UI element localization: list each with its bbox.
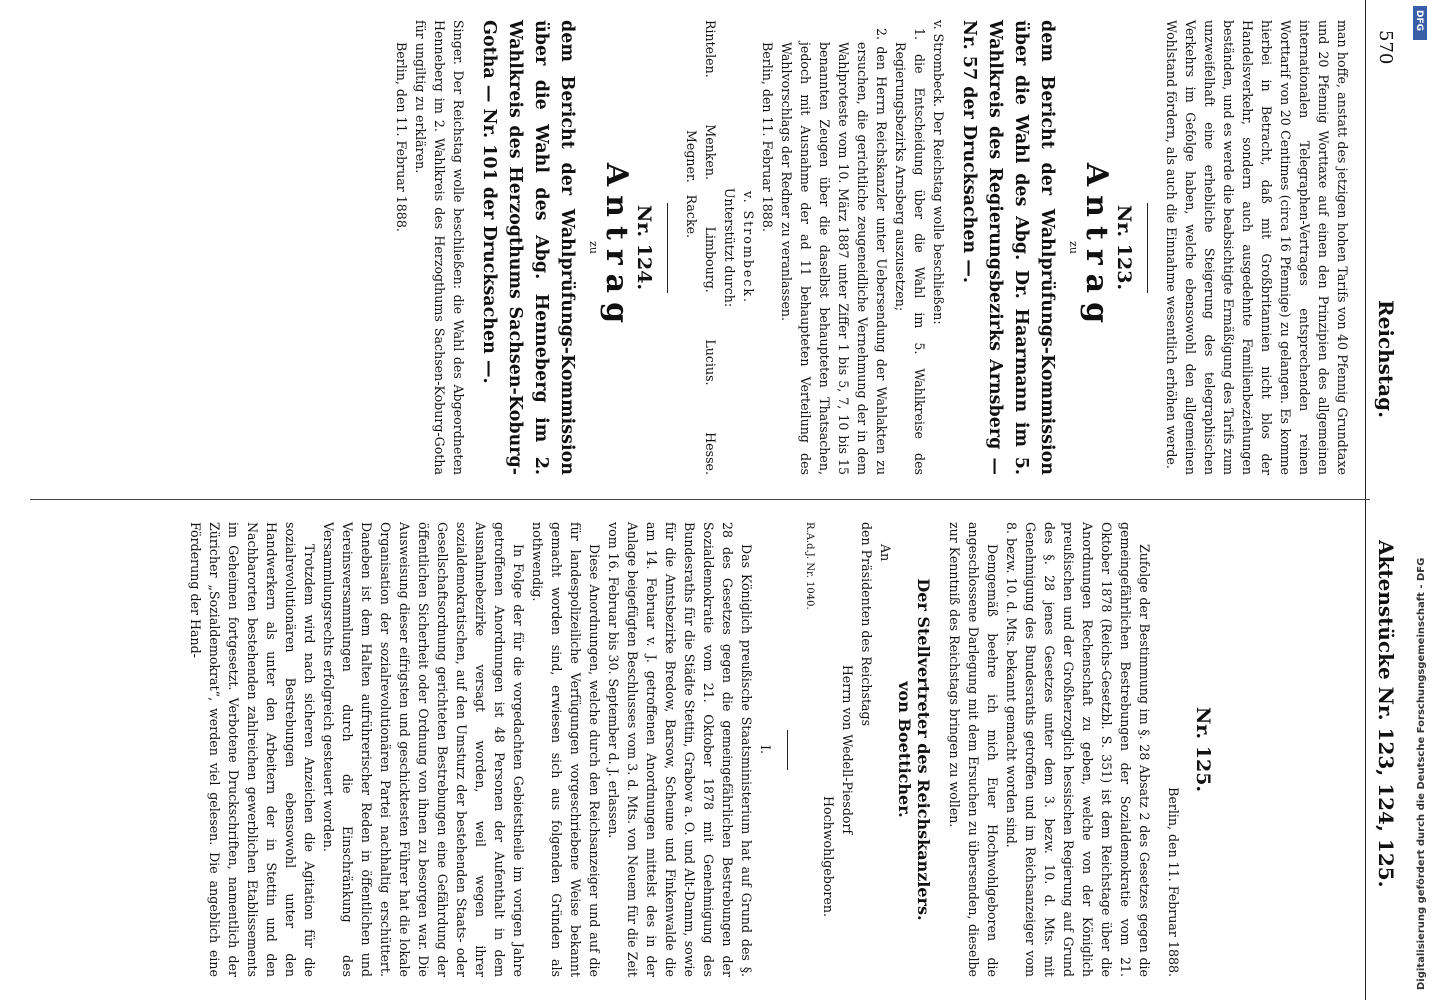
address-line: den Präsidenten des Reichstags — [859, 522, 874, 727]
body-paragraph: Das Königlich preußische Staatsministerium hat auf Grund des §. 28 des Gesetzes gegen die gemeingefährlichen Bestrebungen der Sozialdemokratie vom 21. Oktober 1878 mit Genehmigung des Bundesraths für die Städte Stettin, Grabow a. O. und Alt-Damm, sowie für die Amtsbezirke Bredow, Barsow, Scheune und Finkenwalde die am 14. Februar v. J. getroffenen Anordnungen mittelst des in der Anlage beigefügten Beschlusses vom 3. d. Mts. von Neuem für die Zeit vom 16. Februar bis 30. September d. J. erlassen. — [606, 522, 754, 977]
header-title-left: Reichstag. — [1374, 300, 1398, 419]
page-header — [1365, 0, 1410, 1000]
continued-paragraph: man hoffe, anstatt des jetzigen hohen Tarifs von 40 Pfennig Grundtaxe und 20 Pfennig Worttaxe auf einen den Prinzipien des allgemeinen internationalen Telegraphen-Vertrages entsprechenden reinen Worttarif von 20 Centimes (circa 16 Pfennige) zu gelangen. Es komme hierbei in Betracht, daß mit Großbritannien nicht blos der Handelsverkehr, sondern auch ausgedehnte Familienbeziehungen beständen, und es werde die beabsichtigte Ermäßigung des Tarifs zum unzweifelhaft eine erhebliche Steigerung des telegraphischen Verkehrs im Gefolge haben, welche ebensowohl den allgemeinen Wohlstand fördern, als auch die Einnahme wesentlich erhöhen werde. — [1164, 20, 1350, 475]
motion-title-124: dem Bericht der Wahlprüfungs-Kommission über die Wahl des Abg. Henneberg im 2. Wahlkreis des Herzogthums Sachsen-Koburg-Gotha — Nr. 101 der Drucksachen —. — [479, 20, 577, 475]
header-title-right: Aktenstücke Nr. 123, 124, 125. — [1374, 540, 1398, 888]
motion-intro-124: Singer. Der Reichstag wolle beschließen: die Wahl des Abgeordneten Henneberg im 2. Wahlkreis des Herzogthums Sachsen-Koburg-Gotha für ungiltig zu erklären. — [413, 20, 466, 475]
supporter-name: Menken. — [703, 124, 718, 181]
supporter-name: Limbourg. — [703, 226, 718, 293]
supporter-name: Lucius. — [703, 339, 718, 386]
document-number-123: Nr. 123. — [1113, 204, 1135, 291]
motion-intro-123: v. Strombeck. Der Reichstag wolle beschließen: — [931, 20, 946, 325]
signature-title: Der Stellvertreter des Reichskanzlers. — [914, 578, 933, 921]
antrag-heading-123: Antrag — [1079, 162, 1114, 333]
body-paragraph: Diese Anordnungen, welche durch den Reichsanzeiger und auf die für landespolizeiliche Verfügungen vorgeschriebene Weise bekannt gemacht worden sind, erwiesen sich aus folgenden Gründen als nothwendig. — [530, 522, 602, 977]
address-line: An — [878, 544, 893, 562]
digitization-credit: Digitalisierung gefördert durch die Deutsche Forschungsgemeinschaft - DFG — [1416, 557, 1427, 990]
reference-number: R.A.d.J. Nr. 1040. — [804, 522, 815, 610]
motion-date-123: Berlin, den 11. Februar 1888. — [760, 42, 775, 232]
supporter-name: Hesse. — [703, 432, 718, 475]
zu-label-123: zu — [1067, 241, 1080, 254]
section-rule — [667, 203, 668, 293]
motion-item-1: 1. die Entscheidung über die Wahl im 5. Wahlkreise des Regierungsbezirks Arnsberg auszusetzen; — [893, 28, 927, 475]
supporter-name: Racke. — [684, 194, 699, 239]
supporter-names-row-1 — [701, 20, 720, 475]
motion-date-124: Berlin, den 11. Februar 1888. — [394, 42, 409, 232]
letter-paragraph: Zufolge der Bestimmung im §. 28 Absatz 2 des Gesetzes gegen die gemeingefährlichen Bestrebungen der Sozialdemokratie vom 21. Oktober 1878 (Reichs-Gesetzbl. S. 351) ist dem Reichstage über die Anordnungen Rechenschaft zu geben, welche von der Königlich preußischen und der Großherzoglich hessischen Regierung auf Grund des §. 28 jenes Gesetzes unter dem 3. bezw. 10. d. Mts. mit Genehmigung des Bundesraths getroffen und im Reichsanzeiger vom 8. bezw. 10. d. Mts. bekannt gemacht worden sind. — [1004, 522, 1152, 977]
right-column — [186, 522, 1352, 977]
body-paragraph: Trotzdem wird nach sicheren Anzeichen die Agitation für die sozialrevolutionären Bestrebungen ebensowohl unter den Handwerkern als unter den Arbeitern der in Stettin und den Nachbarorten bestehenden zahlreichen gewerblichen Etablissements im Geheimen fortgesetzt. Verbotene Druckschriften, namentlich der Züricher „Sozialdemokrat“, werden viel gelesen. Die angeblich eine Förderung der Hand- — [188, 522, 317, 977]
zu-label-124: zu — [587, 241, 600, 254]
motion-item-2: 2. den Herrn Reichskanzler unter Uebersendung der Wahlakten zu ersuchen, die gerichtliche zeugeneidliche Vernehmung der in dem Wahlproteste vom 10. März 1887 unter Ziffer 1 bis 5, 7, 10 bis 15 benannten Zeugen über die daselbst behaupteten Thatsachen, jedoch mit Ausnahme der ad 11 behaupteten Verteilung des Wahlvorschlags der Redner zu veranlassen. — [779, 28, 889, 475]
address-line: Hochwohlgeboren. — [821, 796, 836, 917]
section-rule — [1147, 203, 1148, 293]
document-number-125: Nr. 125. — [1192, 706, 1214, 793]
supporter-name: Rintelen. — [703, 20, 718, 78]
body-paragraph: In Folge der für die vorgedachten Gebietstheile im vorigen Jahre getroffenen Anordnungen ist 48 Personen der Aufenthalt in dem Ausnahmebezirke versagt worden, weil wegen ihrer sozialdemokratischen, auf den Umsturz der bestehenden Staats- oder Gesellschaftsordnung gerichteten Bestrebungen eine Gefährdung der öffentlichen Sicherheit oder Ordnung von ihnen zu besorgen war. Die Ausweisung dieser eifrigsten und geschicktesten Führer hat die lokale Organisation der sozialrevolutionären Partei nachhaltig erschüttert. Daneben ist dem Halten aufrührerischer Reden in öffentlichen und Vereinsversammlungen durch die Einschränkung des Versammlungsrechts erfolgreich gesteuert worden. — [321, 522, 526, 977]
page-number: 570 — [1375, 30, 1396, 65]
support-label: Unterstützt durch: — [722, 187, 737, 308]
motion-signature-123: v. Strombeck. — [741, 190, 756, 305]
supporter-name: Megner. — [684, 130, 699, 183]
supporter-names-row-2 — [682, 20, 701, 475]
section-rule — [787, 730, 788, 770]
dfg-logo: DFG — [1413, 6, 1427, 40]
letter-date: Berlin, den 11. Februar 1888. — [1166, 787, 1181, 977]
signature-name: von Boetticher. — [895, 681, 914, 818]
left-column — [392, 20, 1352, 475]
letter-paragraph: Demgemäß beehre ich mich Euer Hochwohlgeboren die angeschlossene Darlegung mit dem Ersuchen zu übersenden, dieselbe zur Kenntniß des Reichstags bringen zu wollen. — [947, 522, 1000, 977]
motion-title-123: dem Bericht der Wahlprüfungs-Kommission über die Wahl des Abg. Dr. Haarmann im 5. Wahlkreis des Regierungsbezirks Arnsberg — Nr. 57 der Drucksachen —. — [959, 20, 1057, 475]
section-roman-numeral: I. — [758, 745, 773, 754]
address-line: Herrn von Wedell-Piesdorf — [840, 664, 855, 835]
antrag-heading-124: Antrag — [599, 162, 634, 333]
column-divider — [30, 499, 1370, 500]
document-number-124: Nr. 124. — [633, 204, 655, 291]
